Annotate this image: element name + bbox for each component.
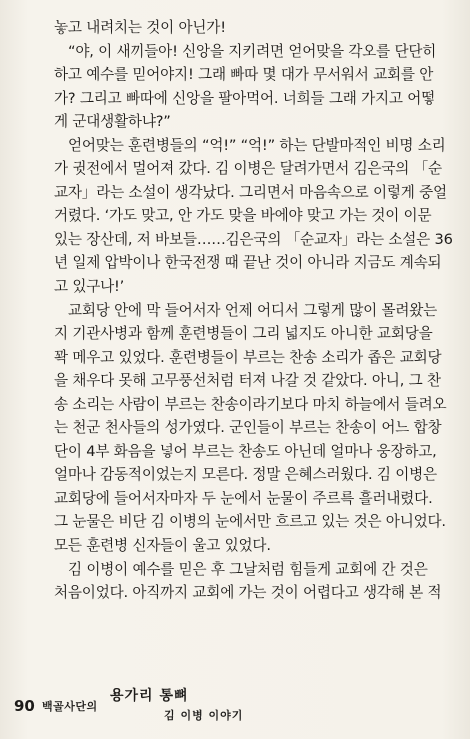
- text-line: 거렸다. ‘가도 맞고, 안 가도 맞을 바에야 맞고 가는 것이 이문: [54, 207, 432, 225]
- text-line: 꽉 메우고 있었다. 훈련병들이 부르는 찬송 소리가 좁은 교회당: [54, 348, 442, 366]
- text-line: 처음이었다. 아직까지 교회에 가는 것이 어렵다고 생각해 본 적: [54, 584, 442, 602]
- text-line: 얻어맞는 훈련병들의 “억!” “억!” 하는 단발마적인 비명 소리: [68, 136, 446, 154]
- text-line: 단이 4부 화음을 넣어 부르는 찬송도 아닌데 얼마나 웅장하고,: [54, 442, 437, 460]
- text-line: 김 이병이 예수를 믿은 후 그날처럼 힘들게 교회에 간 것은: [68, 560, 428, 578]
- text-line: 얼마나 감동적이었는지 모른다. 정말 은혜스러웠다. 김 이병은: [54, 466, 437, 484]
- book-title: 용가리 통뼈: [110, 688, 189, 704]
- text-line: 하고 예수를 믿어야지! 그래 빠따 몇 대가 무서워서 교회를 안: [54, 66, 434, 84]
- text-line: 고 있구나!’: [54, 278, 125, 296]
- text-line: 교회당에 들어서자마자 두 눈에서 눈물이 주르륵 흘러내렸다.: [54, 489, 433, 507]
- book-subtitle: 김 이병 이야기: [164, 709, 244, 722]
- text-line: 모든 훈련병 신자들이 울고 있었다.: [54, 537, 271, 555]
- text-line: 게 군대생활하냐?”: [54, 113, 171, 131]
- text-line: 가? 그리고 빠따에 신앙을 팔아먹어. 너희들 그래 가지고 어떻: [54, 89, 436, 107]
- text-line: 교회당 안에 막 들어서자 언제 어디서 그렇게 많이 몰려왔는: [68, 301, 438, 319]
- text-line: 는 천군 천사들의 성가였다. 군인들이 부르는 찬송이 어느 합창: [54, 419, 442, 437]
- page-number: 90: [14, 697, 35, 715]
- page-footer: [14, 687, 454, 731]
- text-line: 지 기관사병과 함께 훈련병들이 그리 넓지도 아니한 교회당을: [54, 325, 433, 343]
- text-line: 년 일제 압박이나 한국전쟁 때 끝난 것이 아니라 지금도 계속되: [54, 254, 442, 272]
- text-line: “야, 이 새끼들아! 신앙을 지키려면 얻어맞을 각오를 단단히: [68, 42, 437, 60]
- text-line: 을 채우다 못해 고무풍선처럼 터져 나갈 것 같았다. 아니, 그 찬: [54, 372, 441, 390]
- text-line: 가 귓전에서 멀어져 갔다. 김 이병은 달려가면서 김은국의 「순: [54, 160, 442, 178]
- text-line: 있는 장산데, 저 바보들……김은국의 「순교자」라는 소설은 36: [54, 230, 453, 248]
- text-line: 송 소리는 사람이 부르는 찬송이라기보다 마치 하늘에서 들려오: [54, 395, 447, 413]
- text-line: 그 눈물은 비단 김 이병의 눈에서만 흐르고 있는 것은 아니었다.: [54, 513, 446, 531]
- book-title-prefix: 백골사단의: [42, 700, 98, 713]
- text-line: 놓고 내려치는 것이 아닌가!: [54, 19, 226, 36]
- text-line: 교자」라는 소설이 생각났다. 그리면서 마음속으로 이렇게 중얼: [54, 183, 447, 201]
- body-text: [54, 16, 454, 605]
